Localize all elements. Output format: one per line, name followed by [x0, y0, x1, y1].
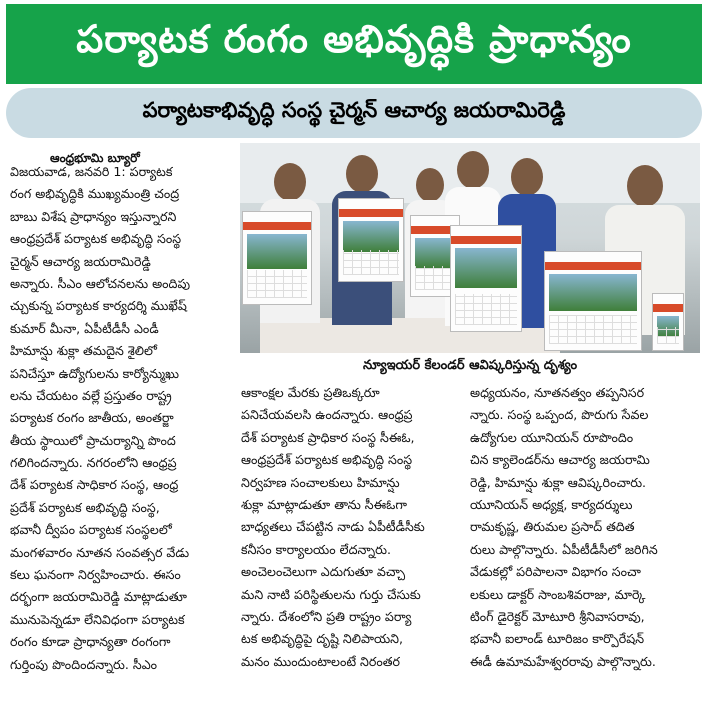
article-line: పర్యాటక రంగం జాతీయ, అంతర్జా — [10, 410, 174, 426]
article-column-2 — [241, 382, 463, 673]
article-line: హిమాన్షు శుక్లా తమదైన శైలిలో — [10, 343, 157, 359]
photo-caption: న్యూఇయర్ కేలండర్ ఆవిష్కరిస్తున్న దృశ్యం — [362, 358, 578, 373]
article-line: మని నాటి పరిస్థితులను గుర్తు చేసుకు — [241, 586, 421, 602]
article-line: వేడుకల్లో పరిపాలనా విభాగం సంచా — [470, 564, 641, 580]
article-line: లను చేయటం వల్లే ప్రస్తుతం రాష్ట్ర — [10, 387, 172, 403]
news-photo — [240, 143, 700, 353]
article-line: శుక్లా మాట్లాడుతూ తాను సీఈఓగా — [241, 496, 407, 512]
article-line: కలు ఘనంగా నిర్వహించారు. ఈసం — [10, 567, 181, 583]
article-line: కనీసం కార్యాలయం లేదన్నారు. — [241, 541, 391, 557]
article-line: దేశ్ పర్యాటక ప్రాధికార సంస్థ సీఈఓ, — [241, 429, 415, 445]
article-line: బాబు విశేష ప్రాధాన్యం ఇస్తున్నారని — [10, 208, 177, 224]
photo-calendar — [544, 251, 642, 351]
article-line: నిర్వహణ సంచాలకులు హిమాన్షు — [241, 474, 400, 490]
article-line: చ్చుకున్న పర్యాటక కార్యదర్శి ముఖేష్ — [10, 298, 187, 314]
article-line: అన్నారు. సీఎం ఆలోచనలను అందిపు — [10, 275, 191, 291]
article-line: ప్రదేశ్ పర్యాటక అభివృద్ధి సంస్థ, — [10, 499, 160, 515]
article-line: పనిచేస్తూ ఉద్యోగులను కార్యోన్ముఖు — [10, 365, 179, 381]
article-line: భవానీ ఐలాండ్ టూరిజం కార్పొరేషన్ — [470, 631, 645, 647]
article-line: దర్భంగా జయరామిరెడ్డి మాట్లాడుతూ — [10, 589, 187, 605]
article-line: ఆంధ్రప్రదేశ్ పర్యాటక అభివృద్ధి సంస్థ — [241, 452, 413, 468]
headline: పర్యాటక రంగం అభివృద్ధికి ప్రాధాన్యం — [6, 4, 702, 84]
article-line: టింగ్ డైరెక్టర్ మోటూరి శ్రీనివాసరావు, — [470, 608, 645, 624]
byline: ఆంధ్రభూమి బ్యూరో — [50, 151, 140, 165]
photo-calendar — [242, 211, 312, 305]
article-line: ఉద్యోగుల యూనియన్ రూపొందిం — [470, 429, 634, 445]
article-line: మనం ముందుంటాలంటే నిరంతర — [241, 653, 401, 669]
article-line: తీయ స్థాయిలో ప్రాచుర్యాన్ని పొంద — [10, 432, 176, 448]
article-line: రులు పాల్గొన్నారు. ఏపీటీడీసీలో జరిగిన — [470, 541, 658, 557]
article-line: యూనియన్ అధ్యక్ష, కార్యదర్శులు — [470, 496, 633, 512]
article-line: న్నారు. దేశంలోని ప్రతి రాష్ట్రం పర్యా — [241, 608, 412, 624]
article-line: మునుపెన్నడూ లేనివిధంగా పర్యాటక — [10, 611, 185, 627]
article-line: బాధ్యతలు చేపట్టిన నాడు ఏపీటీడీసీకు — [241, 519, 425, 535]
article-line: చైర్మన్ ఆచార్య జయరామిరెడ్డి — [10, 253, 151, 269]
article-line: గలిగిందన్నారు. నగరంలోని ఆంధ్రప్ర — [10, 455, 177, 471]
article-line: గుర్తింపు పొందిందన్నారు. సీఎం — [10, 656, 158, 672]
article-line: రామకృష్ణ, తిరుమల ప్రసాద్ తదిత — [470, 519, 635, 535]
article-line: అధ్యయనం, నూతనత్వం తప్పనిసర — [470, 385, 645, 400]
article-line: విజయవాడ, జనవరి 1: పర్యాటక — [10, 164, 173, 179]
article-line: అంచెలంచెలుగా ఎదుగుతూ వచ్చా — [241, 564, 406, 580]
article-line: దేశ్ పర్యాటక సాధికార సంస్థ, ఆంధ్ర — [10, 477, 179, 493]
article-line: ఆకాంక్షల మేరకు ప్రతిఒక్కరూ — [241, 385, 380, 400]
article-line: ఆంధ్రప్రదేశ్ పర్యాటక అభివృద్ధి సంస్థ — [10, 231, 182, 247]
photo-calendar — [652, 293, 684, 351]
article-line: ఈడీ ఉమామహేశ్వరరావు పాల్గొన్నారు. — [470, 653, 656, 669]
article-line: రంగం కూడా ప్రాధాన్యతా రంగంగా — [10, 634, 171, 650]
photo-calendar — [338, 198, 404, 282]
article-line: రెడ్డి, హిమాన్షు శుక్లా ఆవిష్కరించారు. — [470, 474, 647, 490]
article-line: పనిచేయవలసి ఉందన్నారు. ఆంధ్రప్ర — [241, 407, 413, 423]
article-line: టక అభివృద్ధిపై దృష్టి నిలిపాయని, — [241, 631, 404, 647]
article-line: భవానీ ద్వీపం పర్యాటక సంస్థలలో — [10, 522, 172, 538]
article-line: న్నారు. సంస్థ ఒప్పంద, పొరుగు సేవల — [470, 407, 649, 423]
article-line: చిన క్యాలెండర్‌ను ఆచార్య జయరామి — [470, 452, 650, 468]
article-column-1 — [10, 161, 232, 676]
article-line: రంగ అభివృద్ధికి ముఖ్యమంత్రి చంద్ర — [10, 186, 180, 202]
subheadline: పర్యాటకాభివృద్ధి సంస్థ చైర్మన్ ఆచార్య జయరామిరెడ్డి — [6, 88, 702, 138]
article-column-3 — [470, 382, 692, 673]
photo-calendar — [450, 225, 522, 332]
article-line: లకులు డాక్టర్ సాంబశివరాజు, మార్కె — [470, 586, 646, 602]
article-line: మంగళవారం నూతన సంవత్సర వేడు — [10, 544, 190, 560]
article-line: కుమార్ మీనా, ఏపీటీడీసీ ఎండీ — [10, 320, 159, 336]
